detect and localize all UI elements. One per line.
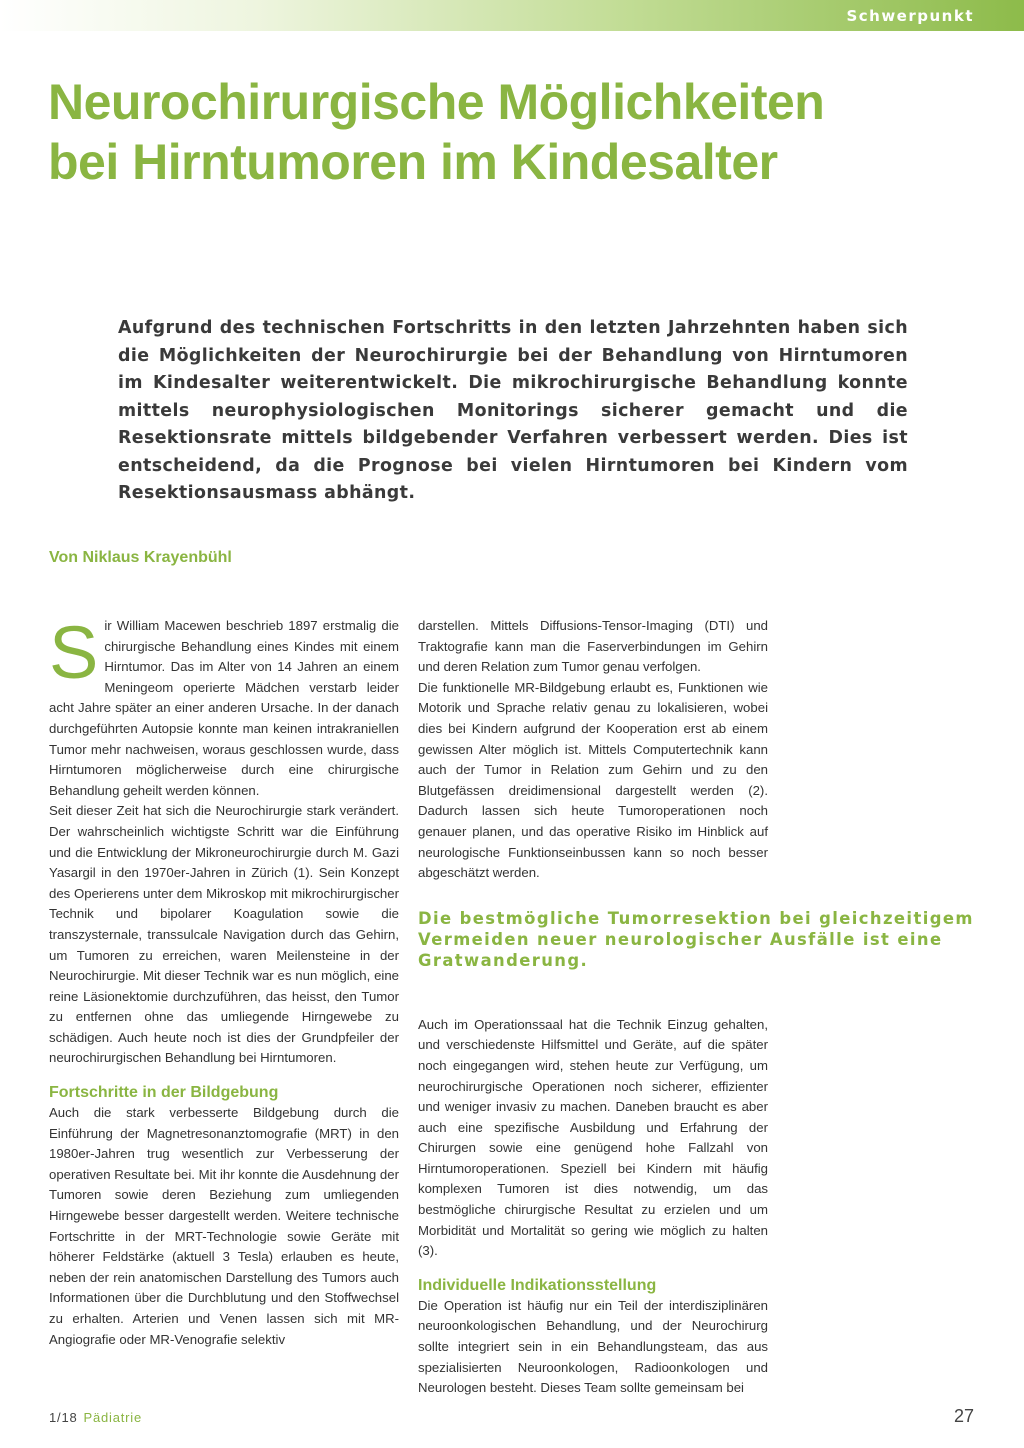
title-line-2: bei Hirntumoren im Kindesalter [48,134,778,190]
body-paragraph-1-text: ir William Macewen beschrieb 1897 erstmalig die chirurgische Behandlung eines Kindes mit einem Hirntumor. Das im Alter von 14 Jahren an einem Meningeom operierte Mädchen verstarb leider acht Jahre später an einer anderen Ursache. In der danach durchgeführten Autopsie konnte man keinen intrakraniellen Tumor mehr nachweisen, woraus geschlossen wurde, dass Hirntumoren möglicherweise durch eine chirurgische Behandlung geheilt werden können. [49,618,399,798]
subheading-bildgebung: Fortschritte in der Bildgebung [49,1084,279,1102]
issue-number: 1/18 [49,1410,78,1425]
lead-paragraph: Aufgrund des technischen Fortschritts in den letzten Jahrzehnten haben sich die Möglichkeiten der Neurochirurgie bei der Behandlung von Hirntumoren im Kindesalter weiterentwickelt. Die mikrochirurgische Behandlung konnte mittels neurophysiologischen Monitorings sicherer gemacht und die Resektionsrate mittels bildgebender Verfahren verbessert werden. Dies ist entscheidend, da die Prognose bei vielen Hirntumoren bei Kindern vom Resektionsausmass abhängt. [118,318,908,503]
header-bar [0,0,1024,31]
text-column-left [49,611,399,1350]
body-paragraph-6: Auch im Operationssaal hat die Technik Einzug gehalten, und verschiedenste Hilfsmittel und Geräte, auf die später noch eingegangen wird, stehen heute zur Verfügung, um neurochirurgische Operationen noch sicherer, effizienter und weniger invasiv zu machen. Daneben braucht es aber auch eine spezifische Ausbildung und Erfahrung der Chirurgen sowie eine genügend hohe Fallzahl von Hirntumoroperationen. Speziell bei Kindern mit häufig komplexen Tumoren ist dies notwendig, um das bestmögliche chirurgische Resultat zu erzielen und um Morbidität und Mortalität so gering wie möglich zu halten (3). [418,1016,768,1259]
author-byline: Von Niklaus Krayenbühl [49,549,232,566]
drop-cap: S [49,611,99,694]
body-paragraph-1 [49,611,399,801]
body-paragraph-2: Seit dieser Zeit hat sich die Neurochirurgie stark verändert. Der wahrscheinlich wichtigste Schritt war die Einführung und die Entwicklung der Mikroneurochirurgie durch M. Gazi Yasargil in den 1970er-Jahren in Zürich (1). Sein Konzept des Operierens unter dem Mikroskop mit mikrochirurgischer Technik und bipolarer Koagulation sowie die transzysternale, transsulcale Navigation durch das Gehirn, um Tumoren zu erreichen, waren Meilensteine in der Neurochirurgie. Mit dieser Technik war es nun möglich, eine reine Läsionektomie durchzuführen, das heisst, den Tumor zu entfernen ohne das umliegende Hirngewebe zu schädigen. Auch heute noch ist dies der Grundpfeiler der neurochirurgischen Behandlung bei Hirntumoren. [49,803,399,1066]
subheading-indikation: Individuelle Indikationsstellung [418,1276,657,1294]
page-number: 27 [953,1406,974,1426]
body-paragraph-3: Auch die stark verbesserte Bildgebung durch die Einführung der Magnetresonanztomografie (MRT) in den 1980er-Jahren trug wesentlich zur Verbesserung der operativen Resultate bei. Mit ihr konnte die Ausdehnung der Tumoren sowie deren Beziehung zum umliegenden Hirngewebe besser dargestellt werden. Weitere technische Fortschritte in der MRT-Technologie sowie Geräte mit höherer Feldstärke (aktuell 3 Tesla) erlauben es heute, neben der rein anatomischen Darstellung des Tumors auch Informationen über die Durchblutung und den Stoffwechsel zu erhalten. Arterien und Venen lassen sich mit MR-Angiografie oder MR-Venografie selektiv [49,1105,399,1347]
body-paragraph-4: darstellen. Mittels Diffusions-Tensor-Imaging (DTI) und Traktografie kann man die Faserverbindungen im Gehirn und deren Relation zum Tumor genau verfolgen. [418,618,768,675]
section-label: Schwerpunkt [846,7,974,25]
pull-quote: Die bestmögliche Tumorresektion bei gleichzeitigem Vermeiden neuer neurologischer Ausfälle ist eine Gratwanderung. [418,908,974,970]
magazine-name: Pädiatrie [83,1410,143,1425]
body-paragraph-7: Die Operation ist häufig nur ein Teil der interdisziplinären neuroonkologischen Behandlung, und der Neurochirurg sollte integriert sein in ein Behandlungsteam, das aus spezialisierten Neuroonkologen, Radioonkologen und Neurologen besteht. Dieses Team sollte gemeinsam bei [418,1297,768,1396]
article-title [48,72,988,192]
text-column-right [418,616,974,1399]
title-line-1: Neurochirurgische Möglichkeiten [48,74,825,130]
body-paragraph-5: Die funktionelle MR-Bildgebung erlaubt es, Funktionen wie Motorik und Sprache relativ genau zu lokalisieren, wobei dies bei Kindern aufgrund der Kooperation erst ab einem gewissen Alter möglich ist. Mittels Computertechnik kann auch der Tumor in Relation zum Gehirn und zu den Blutgefässen dreidimensional dargestellt werden (2). Dadurch lassen sich heute Tumoroperationen noch genauer planen, und das operative Risiko im Hinblick auf neurologische Funktionseinbussen kann so noch besser abgeschätzt werden. [418,679,768,881]
footer-issue-info [49,1410,142,1425]
